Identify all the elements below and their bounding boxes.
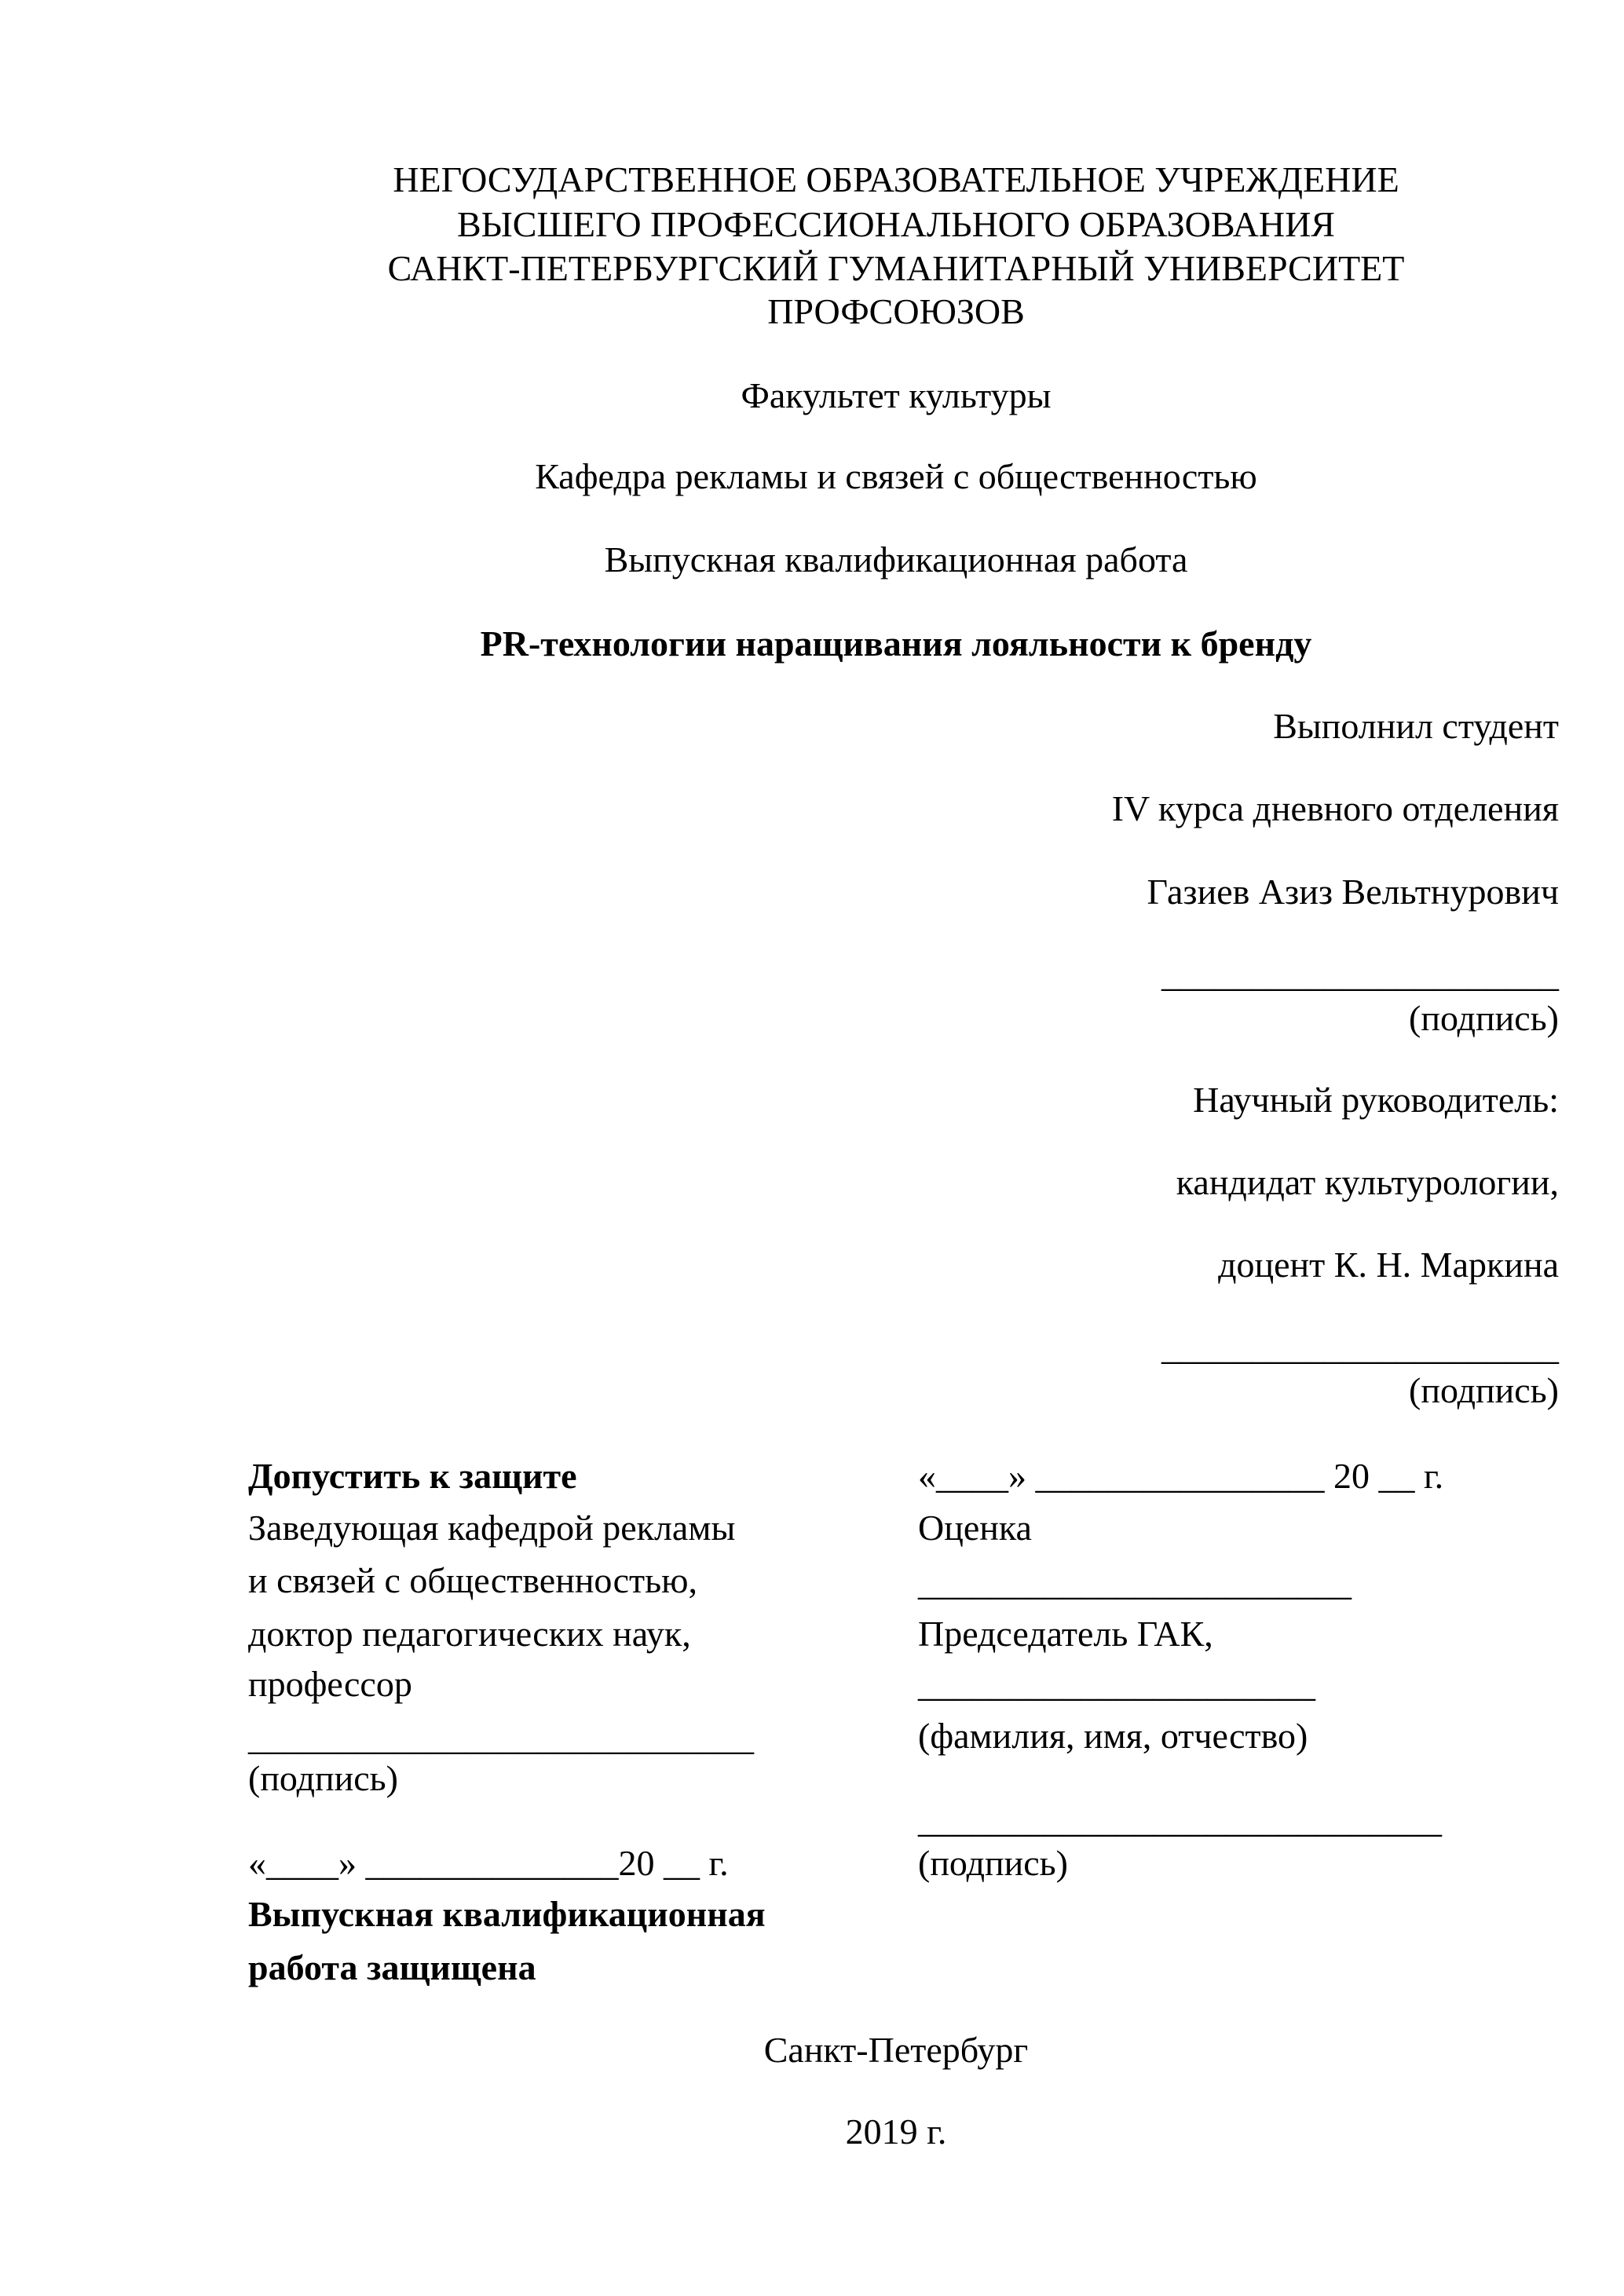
chair-label: Председатель ГАК, (918, 1614, 1213, 1654)
faculty: Факультет культуры (741, 375, 1052, 415)
defended-line-2: работа защищена (248, 1947, 536, 1987)
year: 2019 г. (845, 2111, 947, 2152)
admission-heading: Допустить к защите (248, 1456, 577, 1496)
student-signature-line: ______________________ (1161, 954, 1559, 994)
admission-line-2: и связей с общественностью, (248, 1560, 697, 1600)
department: Кафедра рекламы и связей с общественностью (535, 456, 1257, 496)
supervisor-line-1: Научный руководитель: (1193, 1080, 1559, 1120)
chair-line: ______________________ (918, 1664, 1315, 1704)
supervisor-signature-label: (подпись) (1409, 1370, 1559, 1410)
thesis-title: PR-технологии наращивания лояльности к бренду (480, 623, 1312, 664)
header-line-1: НЕГОСУДАРСТВЕННОЕ ОБРАЗОВАТЕЛЬНОЕ УЧРЕЖДЕНИЕ (393, 159, 1399, 199)
city: Санкт-Петербург (763, 2030, 1029, 2070)
admission-signature-label: (подпись) (248, 1758, 398, 1798)
grade-line: ________________________ (918, 1563, 1352, 1603)
commission-date: «____» ________________ 20 __ г. (918, 1456, 1444, 1496)
student-signature-label: (подпись) (1409, 998, 1559, 1038)
commission-signature-label: (подпись) (918, 1843, 1068, 1883)
admission-date: «____» ______________20 __ г. (248, 1843, 729, 1883)
fio-label: (фамилия, имя, отчество) (918, 1716, 1308, 1756)
header-line-4: ПРОФСОЮЗОВ (767, 291, 1025, 331)
supervisor-signature-line: ______________________ (1161, 1327, 1559, 1367)
header-line-3: САНКТ-ПЕТЕРБУРГСКИЙ ГУМАНИТАРНЫЙ УНИВЕРСИТЕТ (387, 248, 1405, 288)
student-line-2: IV курса дневного отделения (1111, 788, 1559, 828)
defended-line-1: Выпускная квалификационная (248, 1894, 766, 1934)
header-line-2: ВЫСШЕГО ПРОФЕССИОНАЛЬНОГО ОБРАЗОВАНИЯ (457, 204, 1335, 244)
admission-signature-line: ____________________________ (248, 1717, 754, 1757)
student-name: Газиев Азиз Вельтнурович (1147, 872, 1559, 912)
supervisor-name: доцент К. Н. Маркина (1218, 1245, 1559, 1285)
grade-label: Оценка (918, 1508, 1032, 1548)
commission-signature-line: _____________________________ (918, 1800, 1442, 1840)
supervisor-line-2: кандидат культурологии, (1176, 1162, 1559, 1202)
work-type: Выпускная квалификационная работа (604, 539, 1188, 579)
admission-line-1: Заведующая кафедрой рекламы (248, 1508, 736, 1548)
admission-line-4: профессор (248, 1664, 412, 1704)
student-line-1: Выполнил студент (1273, 706, 1559, 746)
admission-line-3: доктор педагогических наук, (248, 1614, 691, 1654)
